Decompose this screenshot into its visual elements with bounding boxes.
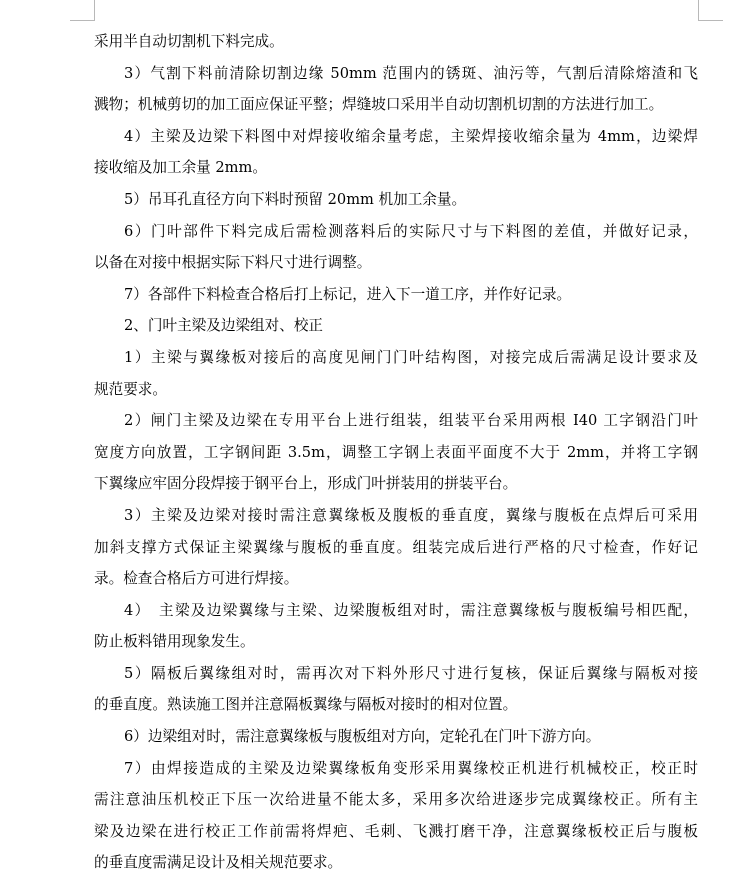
text-line: 3）主梁及边梁对接时需注意翼缘板及腹板的垂直度，翼缘与腹板在点焊后可采用 [124, 506, 698, 524]
text-line: 采用半自动切割机下料完成。 [94, 33, 284, 50]
text-line: 溅物；机械剪切的加工面应保证平整；焊缝坡口采用半自动切割机切割的方法进行加工。 [94, 96, 664, 114]
text-line: 加斜支撑方式保证主梁翼缘与腹板的垂直度。组装完成后进行严格的尺寸检查，作好记 [94, 538, 698, 556]
text-line: 5）隔板后翼缘组对时，需再次对下料外形尺寸进行复核，保证后翼缘与隔板对接 [124, 664, 698, 682]
text-line: 录。检查合格后方可进行焊接。 [94, 570, 299, 588]
text-line: 的垂直度需满足设计及相关规范要求。 [94, 854, 343, 872]
text-line: 宽度方向放置，工字钢间距 3.5m，调整工字钢上表面平面度不大于 2mm，并将工字钢 [94, 443, 698, 461]
margin-corner-mark-top-left [70, 0, 95, 21]
text-line: 2）闸门主梁及边梁在专用平台上进行组装，组装平台采用两根 I40 工字钢沿门叶 [124, 412, 698, 430]
text-line: 下翼缘应牢固分段焊接于钢平台上，形成门叶拼装用的拼装平台。 [94, 475, 518, 493]
text-line: 4）主梁及边梁下料图中对焊接收缩余量考虑，主梁焊接收缩余量为 4mm，边梁焊 [124, 127, 698, 145]
text-line: 6）门叶部件下料完成后需检测落料后的实际尺寸与下料图的差值，并做好记录， [124, 222, 698, 240]
text-line: 6）边梁组对时，需注意翼缘板与腹板组对方向，定轮孔在门叶下游方向。 [124, 728, 601, 746]
text-line: 3）气割下料前清除切割边缘 50mm 范围内的锈斑、油污等，气割后清除熔渣和飞 [124, 64, 698, 82]
text-line: 接收缩及加工余量 2mm。 [94, 159, 267, 177]
text-line: 7）各部件下料检查合格后打上标记，进入下一道工序，并作好记录。 [124, 285, 572, 303]
text-line: 4） 主梁及边梁翼缘与主梁、边梁腹板组对时，需注意翼缘板与腹板编号相匹配， [124, 601, 698, 619]
text-line: 规范要求。 [94, 380, 167, 398]
text-line: 的垂直度。熟读施工图并注意隔板翼缘与隔板对接时的相对位置。 [94, 696, 518, 714]
text-line: 需注意油压机校正下压一次给进量不能太多，采用多次给进逐步完成翼缘校正。所有主 [94, 791, 698, 809]
text-line: 7）由焊接造成的主梁及边梁翼缘板角变形采用翼缘校正机进行机械校正，校正时 [124, 759, 698, 777]
margin-corner-mark-top-right [698, 0, 723, 21]
document-body [94, 26, 698, 879]
text-line: 以备在对接中根据实际下料尺寸进行调整。 [94, 254, 372, 272]
text-line: 防止板料错用现象发生。 [94, 633, 255, 651]
text-line: 2、门叶主梁及边梁组对、校正 [124, 317, 324, 335]
text-line: 1）主梁与翼缘板对接后的高度见闸门门叶结构图，对接完成后需满足设计要求及 [124, 348, 698, 366]
text-line: 梁及边梁在进行校正工作前需将焊疤、毛刺、飞溅打磨干净，注意翼缘板校正后与腹板 [94, 822, 698, 840]
text-line: 5）吊耳孔直径方向下料时预留 20mm 机加工余量。 [124, 190, 467, 208]
